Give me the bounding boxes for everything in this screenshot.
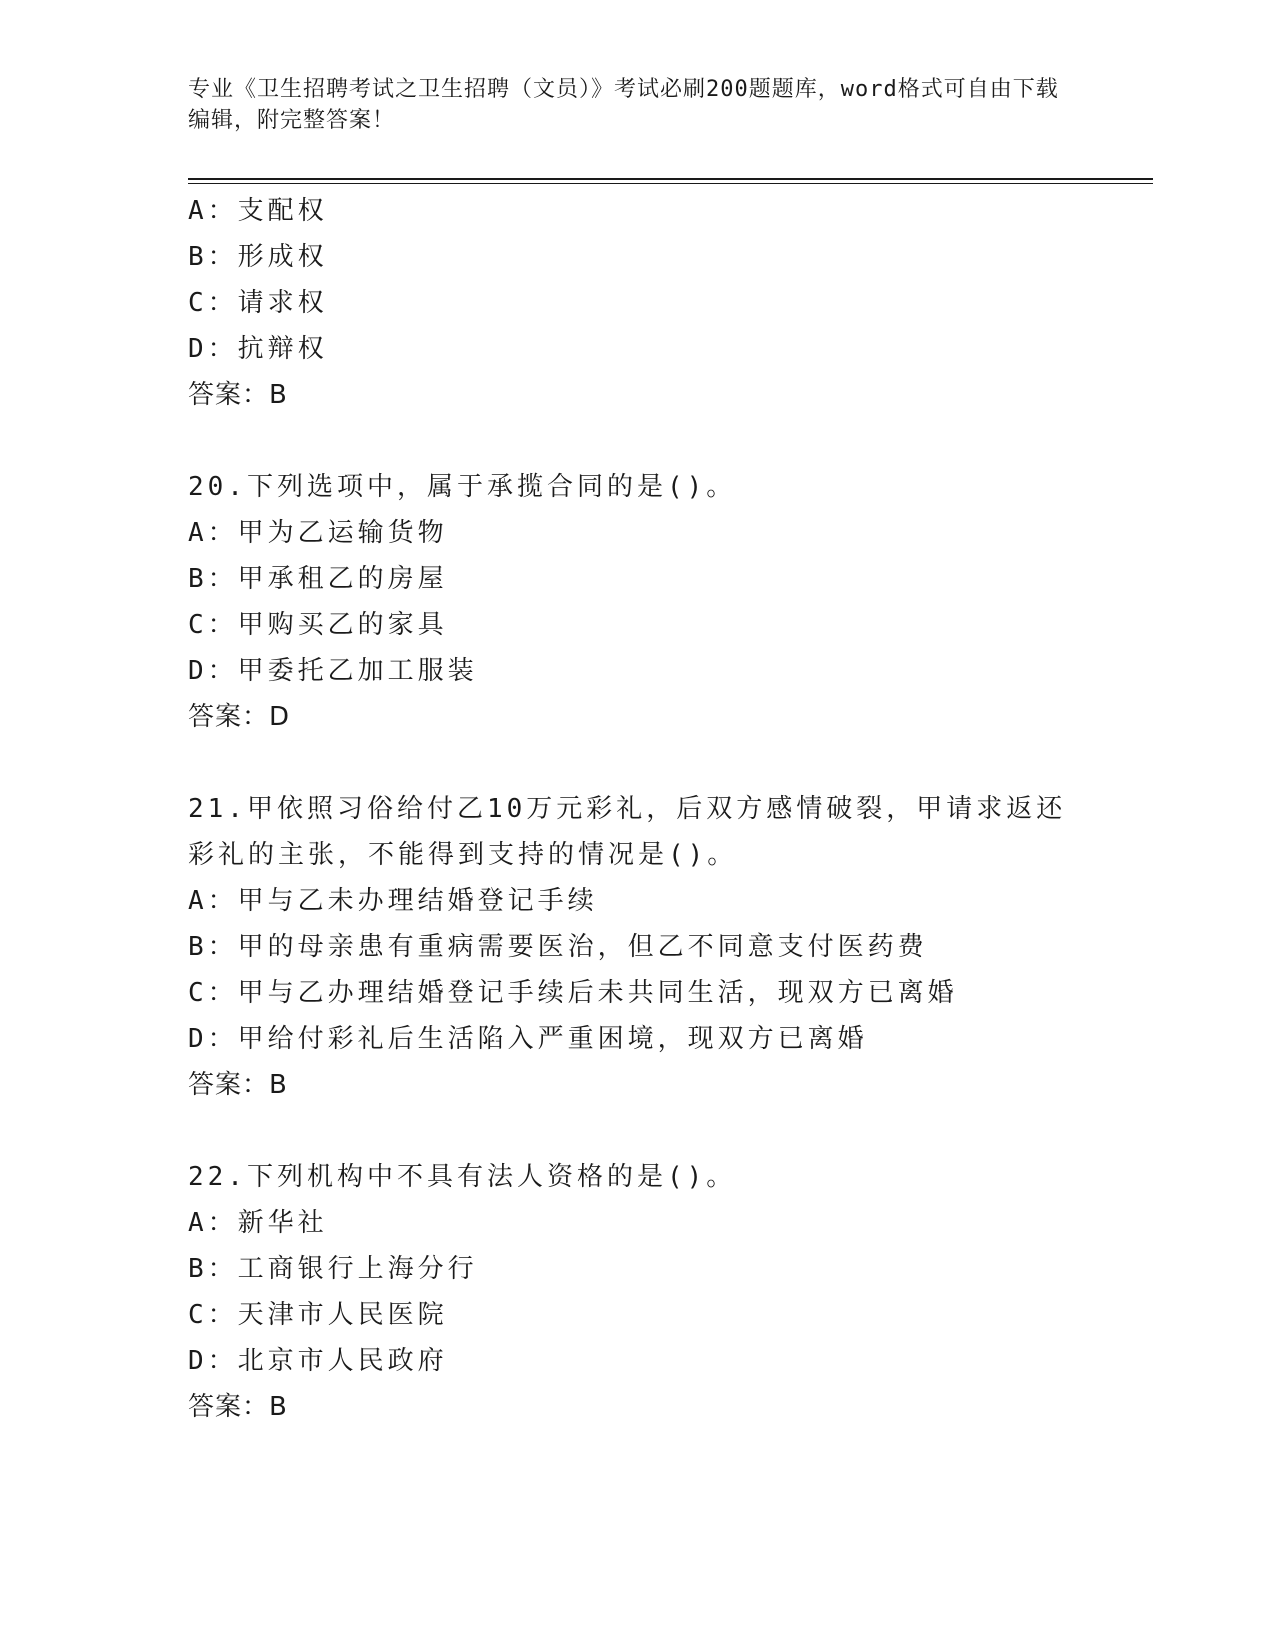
option-c: C：天津市人民医院 [188,1300,448,1330]
option-c: C：甲购买乙的家具 [188,610,448,640]
header-rule-thin [188,183,1153,184]
option-b: B：甲承租乙的房屋 [188,564,448,594]
option-d: D：甲委托乙加工服装 [188,656,478,686]
question-text: 20.下列选项中，属于承揽合同的是()。 [188,472,737,502]
question-block [188,464,1088,740]
option-d: D：北京市人民政府 [188,1346,448,1376]
question-block [188,188,1088,418]
question-text: 22.下列机构中不具有法人资格的是()。 [188,1162,737,1192]
header-rule-thick [188,178,1153,180]
question-list [188,188,1088,1430]
header-title: 专业《卫生招聘考试之卫生招聘（文员）》考试必刷200题题库，word格式可自由下载编辑，附完整答案！ [188,77,1059,133]
option-d: D：甲给付彩礼后生活陷入严重困境，现双方已离婚 [188,1024,868,1054]
option-d: D：抗辩权 [188,334,328,364]
answer-text: 答案：D [188,702,291,732]
option-a: A：新华社 [188,1208,328,1238]
question-text: 21.甲依照习俗给付乙10万元彩礼，后双方感情破裂，甲请求返还彩礼的主张，不能得到支持的情况是()。 [188,794,1067,870]
option-a: A：支配权 [188,196,328,226]
answer-text: 答案：B [188,1392,288,1422]
option-b: B：形成权 [188,242,328,272]
option-b: B：工商银行上海分行 [188,1254,478,1284]
option-a: A：甲与乙未办理结婚登记手续 [188,886,598,916]
question-block [188,1154,1088,1430]
answer-text: 答案：B [188,1070,288,1100]
option-c: C：甲与乙办理结婚登记手续后未共同生活，现双方已离婚 [188,978,958,1008]
question-block [188,786,1088,1108]
document-header [188,74,1068,136]
option-c: C：请求权 [188,288,328,318]
answer-text: 答案：B [188,380,288,410]
option-a: A：甲为乙运输货物 [188,518,448,548]
option-b: B：甲的母亲患有重病需要医治，但乙不同意支付医药费 [188,932,928,962]
